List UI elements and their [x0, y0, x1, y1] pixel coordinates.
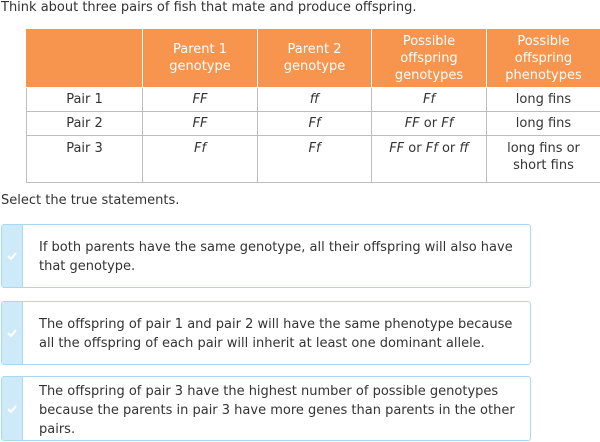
choice-text: If both parents have the same genotype, all their offspring will also have that genotype.	[39, 240, 513, 274]
parent2-genotype: ff	[258, 88, 372, 112]
header-parent1-genotype: Parent 1 genotype	[143, 29, 258, 88]
check-icon	[2, 401, 22, 417]
header-blank	[27, 29, 143, 88]
header-offspring-genotypes: Possible offspring genotypes	[372, 29, 487, 88]
offspring-genotypes: Ff	[372, 88, 487, 112]
table-header-row	[27, 29, 600, 88]
genotype-value: Ff	[425, 141, 438, 156]
genotype-value: Ff	[441, 116, 454, 131]
parent1-genotype: Ff	[143, 136, 258, 183]
check-icon	[2, 248, 22, 264]
row-label: Pair 1	[27, 88, 143, 112]
offspring-genotypes	[372, 136, 487, 183]
answer-choice-1[interactable]	[1, 224, 531, 288]
offspring-phenotypes: long fins	[487, 88, 600, 112]
row-label: Pair 3	[27, 136, 143, 183]
header-parent2-genotype: Parent 2 genotype	[258, 29, 372, 88]
or-connector: or	[404, 141, 426, 156]
genotype-value: FF	[404, 116, 420, 131]
or-connector: or	[419, 116, 442, 131]
check-icon	[2, 325, 22, 341]
choice-text: The offspring of pair 3 have the highest number of possible genotypes because the parents in pair 3 have more genes than parents in the other pairs.	[39, 384, 515, 437]
row-label: Pair 2	[27, 112, 143, 136]
genotype-value: ff	[459, 141, 469, 156]
parent1-genotype: FF	[143, 88, 258, 112]
table-row	[27, 112, 600, 136]
question-prompt: Select the true statements.	[1, 193, 180, 208]
choice-tab	[2, 225, 23, 287]
table-row	[27, 88, 600, 112]
table-row	[27, 136, 600, 183]
offspring-phenotypes: long fins	[487, 112, 600, 136]
intro-text: Think about three pairs of fish that mate and produce offspring.	[1, 0, 417, 15]
answer-choice-3[interactable]	[1, 376, 531, 441]
genotype-value: FF	[389, 141, 405, 156]
parent1-genotype: FF	[143, 112, 258, 136]
choice-tab	[2, 302, 23, 364]
offspring-phenotypes: long fins or short fins	[487, 136, 600, 183]
parent2-genotype: Ff	[258, 112, 372, 136]
choice-tab	[2, 377, 23, 440]
offspring-genotypes	[372, 112, 487, 136]
genotype-table	[26, 28, 600, 183]
parent2-genotype: Ff	[258, 136, 372, 183]
choice-text: The offspring of pair 1 and pair 2 will have the same phenotype because all the offspring of each pair will inherit at least one dominant allele.	[39, 317, 513, 351]
or-connector: or	[437, 141, 460, 156]
header-offspring-phenotypes: Possible offspring phenotypes	[487, 29, 600, 88]
answer-choice-2[interactable]	[1, 301, 531, 365]
